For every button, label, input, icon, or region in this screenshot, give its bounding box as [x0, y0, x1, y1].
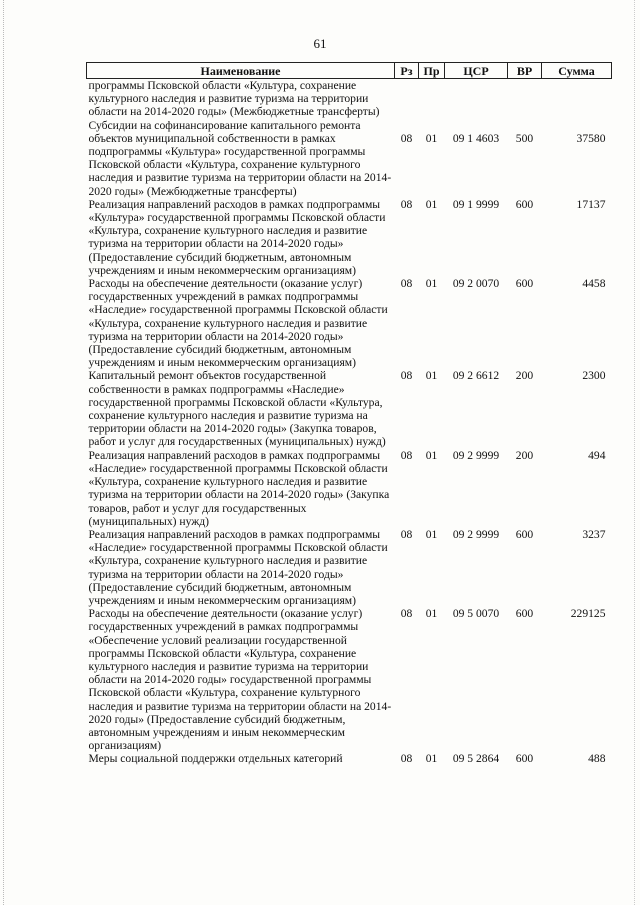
row-vr: 200 [515, 448, 534, 462]
row-name: Субсидии на софинансирование капитального ремонта объектов муниципальной собственности в рамках подпрограммы «Культура» государственной программы Псковской области «Культура, сохранение культурного наследия и развитие туризма на территории области на 2014-2020 годы» (Межбюджетные трансферты) [88, 118, 392, 198]
row-csr: 09 5 0070 [452, 607, 500, 621]
row-vr: 600 [515, 277, 534, 291]
header-sum: Сумма [542, 63, 612, 79]
row-pr [419, 79, 445, 119]
row-vr: 200 [515, 369, 534, 383]
row-sum [542, 79, 612, 119]
row-name: Капитальный ремонт объектов государственной собственности в рамках подпрограммы «Наследие» государственной программы Псковской области «Культура, сохранение культурного наследия и развитие туризма на территории области на 2014-2020 годы» (Закупка товаров, работ и услуг для государственных (муниципальных) нужд) [88, 369, 386, 449]
row-rz: 08 [400, 131, 413, 145]
row-name: Реализация направлений расходов в рамках подпрограммы «Культура» государственной программы Псковской области «Культура, сохранение культурного наследия и развитие туризма на территории области на 2014-2020 годы» (Предоставление субсидий бюджетным, автономным учреждениям и иным некоммерческим организациям) [88, 197, 386, 277]
table-row [87, 607, 612, 752]
scan-edge-right [634, 0, 636, 905]
table-row [87, 198, 612, 277]
row-vr: 600 [515, 607, 534, 621]
row-sum: 4458 [582, 277, 606, 291]
row-csr: 09 2 6612 [452, 369, 500, 383]
row-sum: 229125 [570, 607, 606, 621]
row-sum: 37580 [576, 131, 606, 145]
row-rz: 08 [400, 277, 413, 291]
row-rz: 08 [400, 607, 413, 621]
header-name: Наименование [87, 63, 395, 79]
row-vr [508, 79, 542, 119]
table-row [87, 119, 612, 198]
row-sum: 3237 [582, 527, 606, 541]
row-vr: 600 [515, 197, 534, 211]
table-row [87, 79, 612, 119]
page-number: 61 [313, 36, 327, 51]
table-row [87, 369, 612, 448]
row-name: Меры социальной поддержки отдельных категорий [88, 752, 343, 766]
row-csr: 09 5 2864 [452, 752, 500, 766]
row-rz: 08 [400, 527, 413, 541]
table-row [87, 752, 612, 765]
row-pr: 01 [425, 369, 438, 383]
row-vr: 600 [515, 527, 534, 541]
row-pr: 01 [425, 448, 438, 462]
row-rz [395, 79, 419, 119]
table-row [87, 528, 612, 607]
row-rz: 08 [400, 448, 413, 462]
row-pr: 01 [425, 752, 438, 766]
row-pr: 01 [425, 527, 438, 541]
scan-edge-left [3, 0, 5, 905]
row-name: Реализация направлений расходов в рамках подпрограммы «Наследие» государственной программы Псковской области «Культура, сохранение культурного наследия и развитие туризма на территории области на 2014-2020 годы» (Предоставление субсидий бюджетным, автономным учреждениям и иным некоммерческим организациям) [88, 527, 388, 607]
row-rz: 08 [400, 752, 413, 766]
row-sum: 17137 [576, 197, 606, 211]
row-sum: 488 [588, 752, 606, 766]
row-vr: 600 [515, 752, 534, 766]
row-vr: 500 [515, 131, 534, 145]
row-csr: 09 2 9999 [452, 448, 500, 462]
row-csr: 09 2 9999 [452, 527, 500, 541]
row-name: Расходы на обеспечение деятельности (оказание услуг) государственных учреждений в рамках подпрограммы «Обеспечение условий реализации государственной программы Псковской области «Культура, сохранение культурного наследия и развитие туризма на территории области на 2014-2020 годы» государственной программы Псковской области «Культура, сохранение культурного наследия и развитие туризма на территории области на 2014-2020 годы» (Предоставление субсидий бюджетным, автономным учреждениям и иным некоммерческим организациям) [88, 607, 392, 753]
header-rz: Рз [395, 63, 419, 79]
header-pr: Пр [419, 63, 445, 79]
row-name: программы Псковской области «Культура, сохранение культурного наследия и развитие туризма на территории области на 2014-2020 годы» (Межбюджетные трансферты) [88, 79, 380, 119]
row-sum: 2300 [582, 369, 606, 383]
row-rz: 08 [400, 369, 413, 383]
row-rz: 08 [400, 197, 413, 211]
row-pr: 01 [425, 131, 438, 145]
row-csr: 09 1 9999 [452, 197, 500, 211]
row-csr [445, 79, 508, 119]
row-csr: 09 1 4603 [452, 131, 500, 145]
table-row [87, 277, 612, 369]
budget-table [86, 62, 612, 766]
row-csr: 09 2 0070 [452, 277, 500, 291]
header-vr: ВР [508, 63, 542, 79]
row-name: Расходы на обеспечение деятельности (оказание услуг) государственных учреждений в рамках подпрограммы «Наследие» государственной программы Псковской области «Культура, сохранение культурного наследия и развитие туризма на территории области на 2014-2020 годы» (Предоставление субсидий бюджетным, автономным учреждениям и иным некоммерческим организациям) [88, 277, 388, 370]
table-row [87, 449, 612, 528]
row-pr: 01 [425, 607, 438, 621]
header-csr: ЦСР [445, 63, 508, 79]
row-pr: 01 [425, 277, 438, 291]
row-pr: 01 [425, 197, 438, 211]
table-header-row [87, 63, 612, 79]
row-name: Реализация направлений расходов в рамках подпрограммы «Наследие» государственной программы Псковской области «Культура, сохранение культурного наследия и развитие туризма на территории области на 2014-2020 годы» (Закупка товаров, работ и услуг для государственных (муниципальных) нужд) [88, 448, 390, 528]
row-sum: 494 [588, 448, 606, 462]
